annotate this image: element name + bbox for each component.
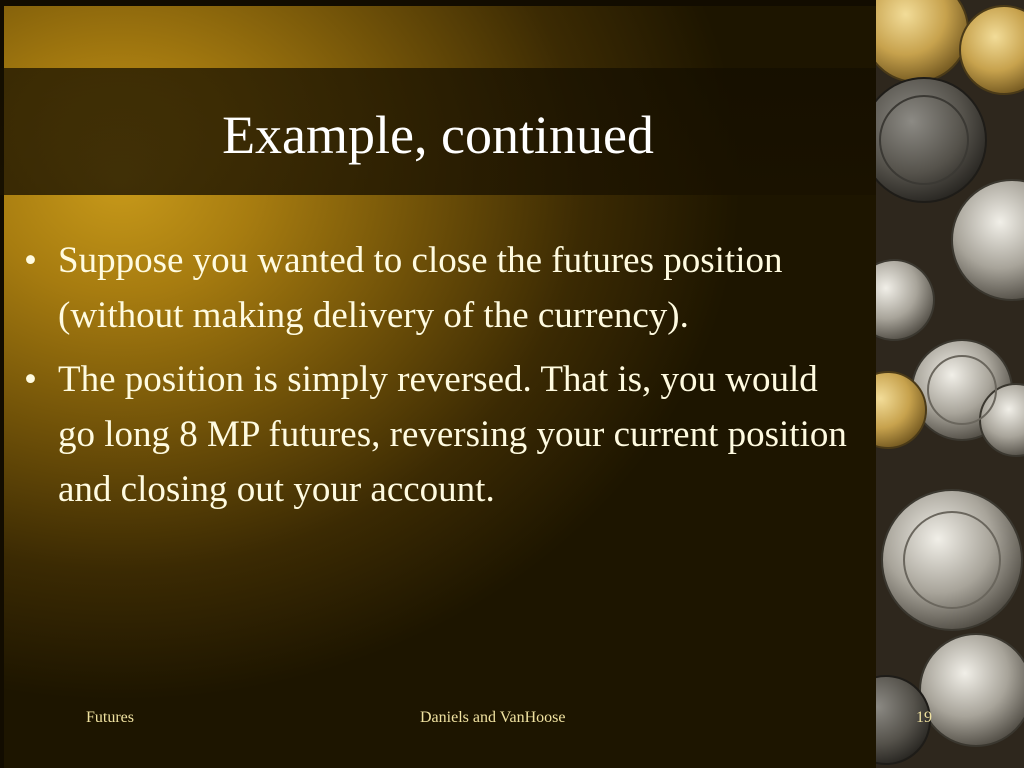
slide-title: Example, continued — [222, 105, 654, 165]
footer-center-text: Daniels and VanHoose — [420, 709, 566, 726]
bullet-dot-icon: • — [24, 359, 37, 400]
slide-frame-top — [0, 0, 876, 6]
bullet-list — [22, 233, 852, 526]
slide-page-number: 19 — [916, 709, 932, 726]
footer-left-text: Futures — [86, 709, 134, 726]
coin-pile-image — [876, 0, 1024, 768]
bullet-item — [22, 233, 852, 343]
bullet-item — [22, 352, 852, 517]
bullet-text: The position is simply reversed. That is, you would go long 8 MP futures, reversing your current position and closing out your account. — [58, 359, 847, 510]
bullet-text: Suppose you wanted to close the futures position (without making delivery of the currency). — [58, 240, 783, 336]
bullet-dot-icon: • — [24, 240, 37, 281]
